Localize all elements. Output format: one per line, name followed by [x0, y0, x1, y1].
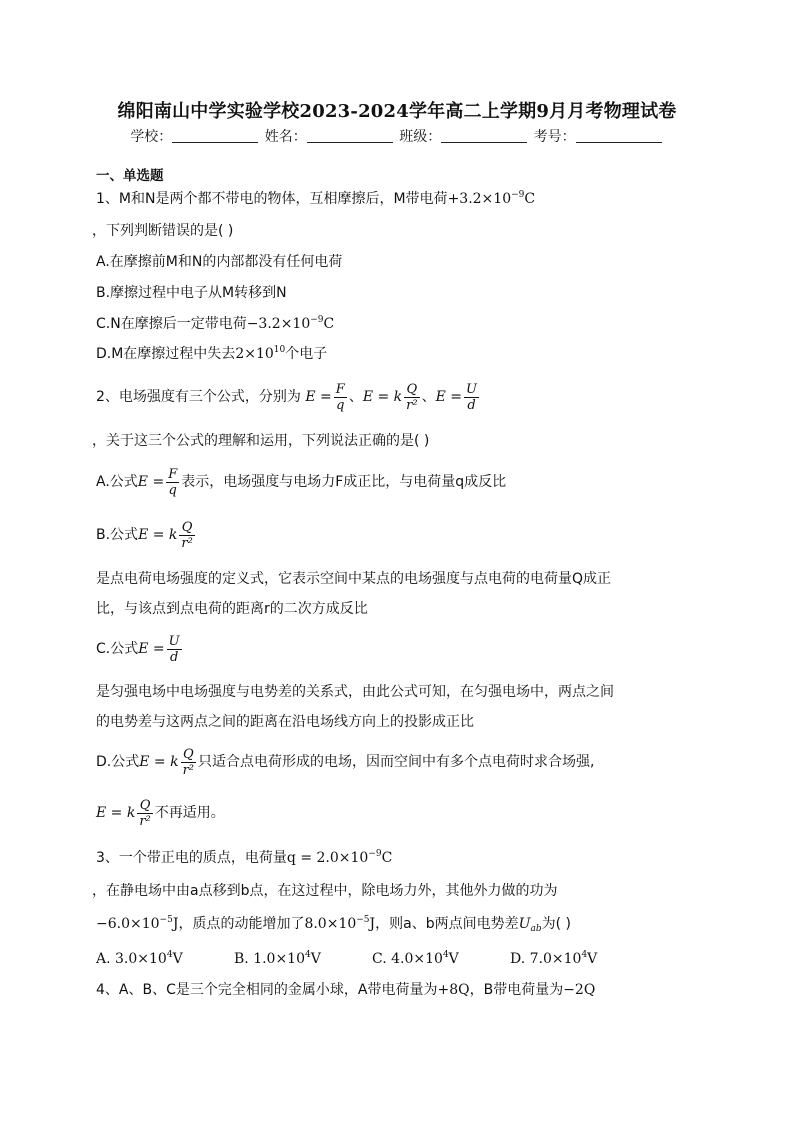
q2-option-d2-den: r²	[139, 813, 151, 829]
q3-options	[96, 950, 648, 968]
q2-formula2-lhs: E = k	[362, 389, 403, 405]
q1-charge: +3.2×10	[447, 191, 512, 207]
q3-option-d-val: D. 7.0×10	[510, 951, 582, 967]
q3-option-b-exp: 4	[305, 950, 311, 960]
q1-option-c-exp: −9	[310, 315, 324, 325]
q3-number: 3、	[96, 850, 119, 866]
q3-option-c-val: C. 4.0×10	[372, 951, 443, 967]
q3-stem-cont2	[96, 915, 571, 933]
q1-option-c-unit: C	[323, 316, 335, 332]
q3-u-sub: ab	[530, 924, 542, 934]
q2-option-a-post: 表示，电场强度与电场力F成正比，与电荷量q成反比	[181, 474, 507, 490]
q2-option-c-lhs: E =	[138, 641, 165, 657]
q2-option-c-line2: 是匀强电场中电场强度与电势差的关系式，由此公式可知，在匀强电场中，两点之间	[96, 684, 614, 700]
q1-option-d-value: 2×10	[235, 346, 274, 362]
q2-stem	[96, 379, 481, 415]
q2-option-d-tail: 不再适用。	[154, 805, 225, 821]
q3-work-exp: −5	[159, 915, 173, 925]
q2-formula1-den: q	[336, 397, 345, 413]
q2-option-d-pre: D.公式	[96, 754, 140, 770]
q2-formula3-lhs: E =	[435, 389, 462, 405]
q1-option-c-text: C.N在摩擦后一定带电荷	[96, 316, 247, 332]
q3-option-a[interactable]	[96, 950, 234, 968]
q2-option-d-lhs: E = k	[139, 754, 179, 770]
q4-a-charge: +8Q	[437, 982, 470, 998]
q4-b-charge: −2Q	[563, 982, 596, 998]
q3-ek-unit: J	[369, 916, 376, 932]
exam-title: 绵阳南山中学实验学校2023-2024学年高二上学期9月月考物理试卷	[117, 101, 677, 122]
section-title: 一、单选题	[96, 168, 164, 184]
q1-option-c-value: −3.2×10	[246, 316, 311, 332]
q3-stem-e: 为( )	[541, 916, 571, 932]
q4-stem-text: A、B、C是三个完全相同的金属小球，A带电荷量为	[118, 982, 438, 998]
q3-stem-d: ，则a、b两点间电势差	[375, 916, 519, 932]
school-blank[interactable]	[172, 128, 258, 143]
q1-stem-text: M和N是两个都不带电的物体，互相摩擦后，M带电荷	[118, 191, 448, 207]
q2-formula3-num: U	[466, 381, 477, 397]
q2-option-d-line2	[96, 795, 225, 831]
q2-option-b-line3: 比，与该点到点电荷的距离r的二次方成反比	[96, 601, 368, 617]
q3-option-a-val: A. 3.0×10	[96, 951, 167, 967]
q2-option-d2-lhs: E = k	[96, 805, 136, 821]
q2-option-a-num: F	[168, 466, 178, 482]
q2-option-c-line3: 的电势差与这两点之间的距离在沿电场线方向上的投影成正比	[96, 714, 474, 730]
q4-number: 4、	[96, 982, 119, 998]
q4-stem	[96, 981, 595, 999]
q2-option-b-num: Q	[179, 520, 194, 536]
q1-option-d[interactable]	[96, 345, 327, 363]
q2-option-b-frac	[179, 520, 194, 551]
q2-option-a-den: q	[168, 482, 177, 498]
q2-option-d-post: 只适合点电荷形成的电场，因而空间中有多个点电荷时求合场强,	[198, 754, 595, 770]
q3-option-d[interactable]	[510, 950, 648, 968]
q2-sep2: 、	[421, 389, 436, 405]
q2-option-d-frac	[181, 747, 196, 778]
exam-no-blank[interactable]	[576, 128, 662, 143]
name-label: 姓名：	[264, 129, 307, 145]
q2-formula3-den: d	[467, 397, 476, 413]
q1-charge-exp: −9	[511, 190, 525, 200]
q2-option-c-den: d	[169, 649, 179, 665]
q3-option-a-unit: V	[172, 951, 183, 967]
q3-option-a-exp: 4	[166, 950, 173, 960]
q3-stem-c: ，质点的动能增加了	[178, 916, 305, 932]
q2-option-b-line2: 是点电荷电场强度的定义式，它表示空间中某点的电场强度与点电荷的电荷量Q成正	[96, 571, 612, 587]
school-label: 学校：	[130, 129, 173, 145]
q3-charge: q = 2.0×10	[286, 850, 369, 866]
q3-option-b[interactable]	[234, 950, 372, 968]
q2-option-c-frac	[167, 634, 182, 665]
q3-option-b-val: B. 1.0×10	[234, 951, 305, 967]
q1-option-b[interactable]: B.摩擦过程中电子从M转移到N	[96, 285, 287, 301]
q1-option-d-text: D.M在摩擦过程中失去	[96, 346, 236, 362]
class-label: 班级：	[399, 129, 442, 145]
q3-ek-exp: −5	[356, 915, 370, 925]
q3-work: −6.0×10	[96, 916, 160, 932]
q1-option-d-tail: 个电子	[285, 346, 328, 362]
q2-option-c-pre: C.公式	[96, 641, 139, 657]
q2-stem-cont: ，关于这三个公式的理解和运用，下列说法正确的是( )	[92, 433, 430, 449]
q1-stem-cont: ，下列判断错误的是( )	[92, 223, 234, 239]
q2-formula1-num: F	[335, 381, 345, 397]
q2-option-b-pre: B.公式	[96, 527, 139, 543]
q2-option-d[interactable]	[96, 744, 594, 780]
q2-formula1-lhs: E =	[305, 389, 332, 405]
q2-option-a-frac	[166, 467, 179, 498]
q1-stem	[96, 190, 535, 208]
q3-stem-text: 一个带正电的质点，电荷量	[118, 850, 287, 866]
q3-option-c-unit: V	[448, 951, 459, 967]
q4-stem-b: ，B带电荷量为	[469, 982, 564, 998]
q3-option-c-exp: 4	[442, 950, 449, 960]
q3-charge-exp: −9	[368, 849, 382, 859]
q3-option-b-unit: V	[310, 951, 321, 967]
q1-option-d-exp: 10	[273, 345, 286, 355]
q3-work-unit: J	[172, 916, 179, 932]
q2-option-a-pre: A.公式	[96, 474, 138, 490]
q2-option-c-num: U	[168, 633, 180, 649]
q2-number: 2、	[96, 389, 119, 405]
name-blank[interactable]	[307, 128, 393, 143]
q3-option-d-unit: V	[587, 951, 598, 967]
q1-option-a[interactable]: A.在摩擦前M和N的内部都没有任何电荷	[96, 254, 343, 270]
q2-option-a[interactable]	[96, 464, 506, 500]
q1-option-c[interactable]	[96, 315, 334, 333]
q2-option-a-lhs: E =	[137, 474, 165, 490]
class-blank[interactable]	[441, 128, 527, 143]
q2-formula2-den: r²	[406, 397, 418, 413]
q3-charge-unit: C	[381, 850, 393, 866]
q3-option-c[interactable]	[372, 950, 510, 968]
q3-ek: 8.0×10	[304, 916, 357, 932]
q2-formula2-num: Q	[404, 382, 419, 398]
q3-stem	[96, 849, 392, 867]
q2-option-d-num: Q	[181, 747, 196, 763]
q2-stem-text: 电场强度有三个公式，分别为	[118, 389, 301, 405]
q2-option-d-den: r²	[182, 762, 195, 778]
q2-option-b-den: r²	[181, 535, 193, 551]
q2-option-d2-num: Q	[137, 798, 152, 814]
q2-option-d2-frac	[137, 798, 152, 829]
q2-formula1-frac	[334, 382, 347, 413]
q3-option-d-exp: 4	[581, 950, 588, 960]
q2-formula3-frac	[464, 382, 479, 413]
exam-no-label: 考号：	[533, 129, 576, 145]
q2-formula2-frac	[404, 382, 419, 413]
q2-option-c[interactable]	[96, 631, 184, 667]
q1-number: 1、	[96, 191, 119, 207]
q2-option-b-lhs: E = k	[138, 527, 178, 543]
q2-sep1: 、	[348, 389, 363, 405]
q3-u-symbol: U	[518, 916, 531, 932]
student-info-row	[0, 126, 794, 146]
q1-charge-unit: C	[524, 191, 536, 207]
q2-option-b[interactable]	[96, 517, 197, 553]
q3-stem-cont: ，在静电场中由a点移到b点，在这过程中，除电场力外，其他外力做的功为	[92, 883, 558, 899]
